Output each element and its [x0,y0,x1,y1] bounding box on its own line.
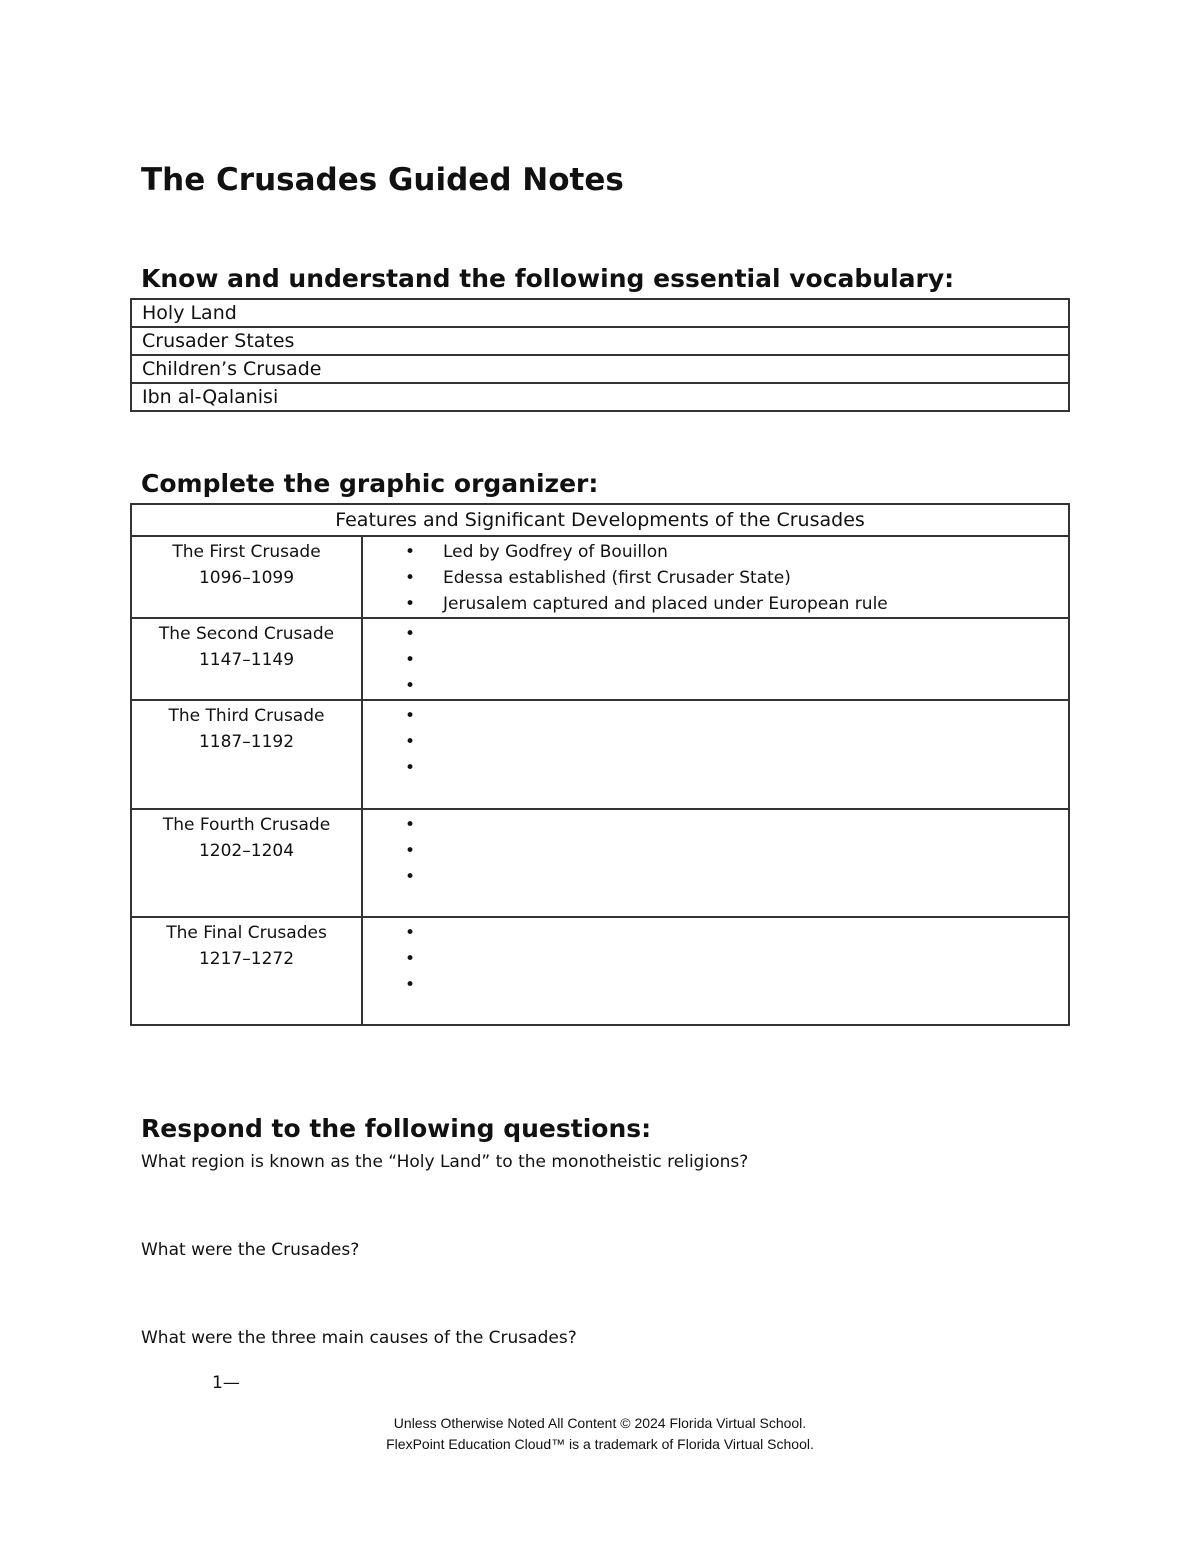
bullet-icon: • [405,706,416,726]
question-text: What were the three main causes of the Crusades? [141,1328,577,1348]
bullet-icon: • [405,542,416,562]
questions-heading: Respond to the following questions: [141,1114,652,1143]
list-item [363,647,1068,673]
answer-prompt[interactable]: 1— [212,1373,240,1393]
notes-list [363,621,1068,699]
list-item [363,755,1068,781]
vocab-term: Holy Land [131,299,1069,327]
table-row [131,299,1069,327]
bullet-icon: • [405,568,416,588]
crusade-dates: 1147–1149 [198,650,295,670]
graphic-organizer-table [130,503,1070,1026]
vocab-term: Children’s Crusade [131,355,1069,383]
page-title: The Crusades Guided Notes [141,162,624,198]
organizer-heading: Complete the graphic organizer: [141,469,599,498]
crusade-cell [131,809,362,917]
crusade-name: The First Crusade [172,542,321,562]
note-text: Jerusalem captured and placed under European rule [443,594,888,614]
footer-trademark: FlexPoint Education Cloud™ is a trademark of Florida Virtual School. [386,1436,814,1452]
crusade-dates: 1187–1192 [198,732,295,752]
bullet-icon: • [405,676,416,696]
list-item [363,621,1068,647]
table-row [131,383,1069,411]
table-row [131,618,1069,700]
crusade-cell [131,536,362,618]
question-text: What region is known as the “Holy Land” to the monotheistic religions? [141,1152,749,1172]
notes-list [363,539,1068,617]
vocab-term: Crusader States [131,327,1069,355]
crusade-dates: 1096–1099 [198,568,295,588]
crusade-cell [131,700,362,809]
organizer-table-title: Features and Significant Developments of the Crusades [131,504,1069,536]
bullet-icon: • [405,841,416,861]
list-item [363,703,1068,729]
list-item [363,591,1068,617]
notes-list [363,812,1068,890]
bullet-icon: • [405,732,416,752]
bullet-icon: • [405,650,416,670]
note-text: Led by Godfrey of Bouillon [443,542,668,562]
crusade-cell [131,618,362,700]
bullet-icon: • [405,758,416,778]
note-text: Edessa established (first Crusader State) [443,568,791,588]
bullet-icon: • [405,867,416,887]
crusade-name: The Fourth Crusade [162,815,331,835]
table-row [131,536,1069,618]
notes-cell[interactable] [362,536,1069,618]
table-row [131,917,1069,1025]
table-row [131,809,1069,917]
table-header-row [131,504,1069,536]
list-item [363,673,1068,699]
notes-cell[interactable] [362,618,1069,700]
list-item [363,539,1068,565]
crusade-dates: 1217–1272 [198,949,295,969]
crusade-cell [131,917,362,1025]
list-item [363,565,1068,591]
list-item [363,729,1068,755]
list-item [363,812,1068,838]
question-text: What were the Crusades? [141,1240,360,1260]
notes-list [363,703,1068,781]
notes-cell[interactable] [362,700,1069,809]
crusade-name: The Third Crusade [168,706,325,726]
list-item [363,838,1068,864]
bullet-icon: • [405,624,416,644]
list-item [363,920,1068,946]
notes-cell[interactable] [362,917,1069,1025]
footer-copyright: Unless Otherwise Noted All Content © 2024 Florida Virtual School. [393,1415,807,1431]
crusade-dates: 1202–1204 [198,841,295,861]
bullet-icon: • [405,949,416,969]
list-item [363,864,1068,890]
bullet-icon: • [405,923,416,943]
notes-cell[interactable] [362,809,1069,917]
list-item [363,946,1068,972]
vocabulary-heading: Know and understand the following essential vocabulary: [141,264,955,293]
bullet-icon: • [405,594,416,614]
crusade-name: The Final Crusades [166,923,327,943]
notes-list [363,920,1068,998]
table-row [131,327,1069,355]
table-row [131,355,1069,383]
list-item [363,972,1068,998]
vocab-term: Ibn al-Qalanisi [131,383,1069,411]
table-row [131,700,1069,809]
bullet-icon: • [405,815,416,835]
crusade-name: The Second Crusade [158,624,335,644]
vocabulary-table [130,298,1070,412]
bullet-icon: • [405,975,416,995]
